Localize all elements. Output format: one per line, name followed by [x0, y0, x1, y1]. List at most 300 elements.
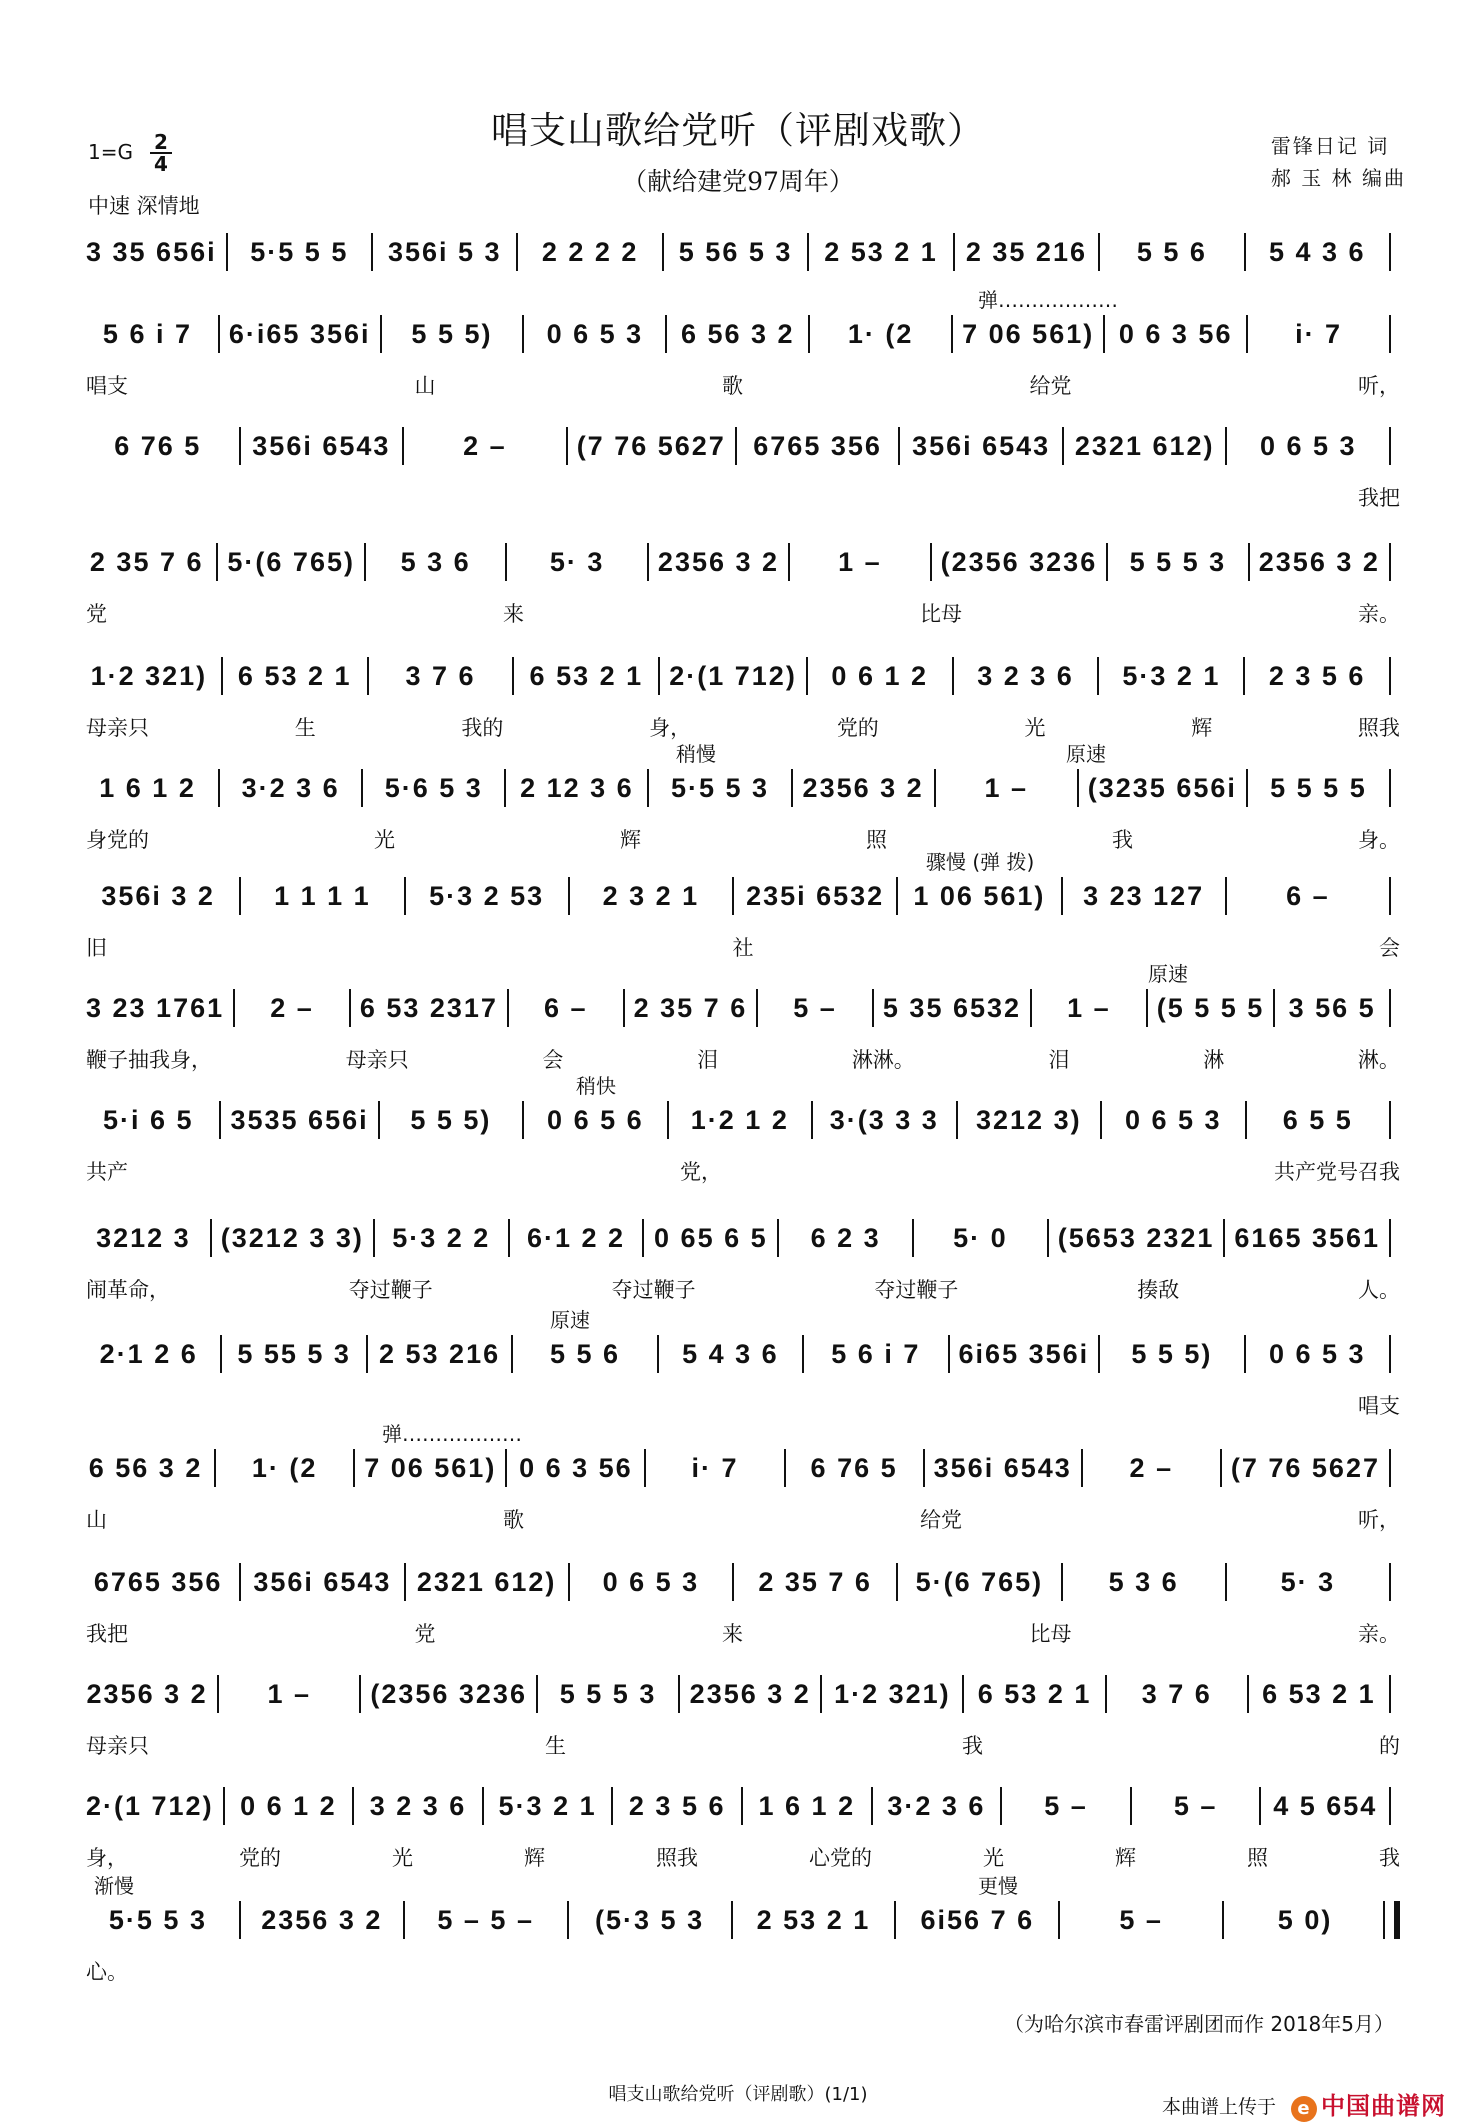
- measure: 1 6 1 2: [99, 772, 196, 803]
- lyric-word: 照: [1247, 1846, 1268, 1870]
- barline: [522, 1101, 524, 1139]
- barline: [951, 315, 953, 353]
- barline: [811, 1101, 813, 1139]
- barline: [756, 989, 758, 1027]
- measure: 356i 6543: [933, 1452, 1072, 1483]
- measure: 5 – 5 –: [437, 1904, 534, 1935]
- measure: 5 5 5): [1131, 1338, 1213, 1369]
- barline: [735, 427, 737, 465]
- barline: [217, 1675, 219, 1713]
- measure: 3212 3: [96, 1222, 191, 1253]
- performance-marking: 渐慢: [94, 1874, 134, 1898]
- measure: 0 6 5 3: [1268, 1338, 1366, 1369]
- measure: 2356 3 2: [261, 1904, 383, 1935]
- barline: [1061, 1563, 1063, 1601]
- barline: [567, 1901, 569, 1939]
- barline: [210, 1219, 212, 1257]
- lyric-word: 闹革命，: [86, 1278, 170, 1302]
- measure: 5·5 5 5: [250, 236, 349, 267]
- barline: [678, 1675, 680, 1713]
- lyricist-credit: 雷锋日记 词: [1270, 134, 1390, 158]
- barline: [352, 1787, 354, 1825]
- barline: [233, 989, 235, 1027]
- measure: 0 6 5 3: [1259, 430, 1357, 461]
- barline: [808, 315, 810, 353]
- barline: [1259, 1787, 1261, 1825]
- barline: [1100, 1101, 1102, 1139]
- measure: 5·6 5 3: [384, 772, 483, 803]
- barline: [220, 1335, 222, 1373]
- measure: 1· (2: [251, 1452, 318, 1483]
- barline: [1098, 1335, 1100, 1373]
- measure: 6765 356: [93, 1566, 223, 1597]
- performance-marking: 原速: [1066, 742, 1106, 766]
- lyric-word: 亲。: [1358, 1622, 1400, 1646]
- measure: 5 3 6: [1108, 1566, 1179, 1597]
- barline: [402, 427, 404, 465]
- barline: [511, 1335, 513, 1373]
- barline: [218, 315, 220, 353]
- measure: 2 3 2 1: [602, 880, 700, 911]
- measure: 2 3 5 6: [628, 1790, 726, 1821]
- barline: [1081, 1449, 1083, 1487]
- notation-line: [86, 314, 1400, 354]
- measure: 5 –: [1173, 1790, 1218, 1821]
- measure: 0 6 1 2: [831, 660, 928, 691]
- lyric-word: 照我: [1357, 716, 1400, 740]
- lyric-word: 共产党号召我: [1274, 1160, 1400, 1184]
- measure: 5 –: [793, 992, 837, 1023]
- barline: [912, 1219, 914, 1257]
- lyric-word: 山: [86, 1508, 107, 1532]
- measure: 6 53 2 1: [529, 660, 644, 691]
- measure: 3·2 3 6: [241, 772, 340, 803]
- measure: 1 6 1 2: [758, 1790, 856, 1821]
- measure: 2 53 2 1: [824, 236, 938, 267]
- barline: [505, 1449, 507, 1487]
- barline: [239, 1563, 241, 1601]
- lyric-word: 光: [983, 1846, 1004, 1870]
- lyric-word: 揍敌: [1137, 1278, 1180, 1302]
- barline: [367, 657, 369, 695]
- barline: [806, 657, 808, 695]
- lyrics-line: [86, 1274, 1400, 1304]
- measure: 2 35 216: [965, 236, 1087, 267]
- final-barline: [1383, 1901, 1400, 1939]
- barline: [239, 427, 241, 465]
- barline: [568, 877, 570, 915]
- measure: 6 76 5: [810, 1452, 898, 1483]
- measure: 5 0): [1277, 1904, 1333, 1935]
- barline: [1030, 989, 1032, 1027]
- barline: [644, 1449, 646, 1487]
- barline: [948, 1335, 950, 1373]
- measure: 5·3 2 2: [392, 1222, 491, 1253]
- upload-note: 本曲谱上传于: [1161, 2096, 1276, 2118]
- lyrics-line: [86, 1730, 1400, 1760]
- measure: 5 6 i 7: [831, 1338, 921, 1369]
- barline: [820, 1675, 822, 1713]
- lyric-word: 我把: [86, 1622, 128, 1646]
- lyric-word: 共产: [86, 1160, 128, 1184]
- lyric-word: 给党: [1029, 374, 1072, 398]
- measure: 5·3 2 53: [429, 880, 545, 911]
- barline: [731, 1901, 733, 1939]
- site-logo-badge: e: [1291, 2096, 1317, 2122]
- barline: [1389, 877, 1391, 915]
- barline: [1244, 233, 1246, 271]
- barline: [508, 1219, 510, 1257]
- lyrics-line: [86, 598, 1400, 628]
- lyric-word: 党的: [239, 1846, 281, 1870]
- barline: [568, 1563, 570, 1601]
- measure: (5·3 5 3: [595, 1904, 705, 1935]
- barline: [894, 1901, 896, 1939]
- lyrics-line: [86, 712, 1400, 742]
- barline: [1389, 427, 1391, 465]
- measure: (7 76 5627: [1230, 1452, 1380, 1483]
- lyric-word: 辉: [620, 828, 641, 852]
- measure: 6 5 5: [1282, 1104, 1353, 1135]
- lyric-word: 亲。: [1358, 602, 1400, 626]
- barline: [741, 1787, 743, 1825]
- barline: [962, 1675, 964, 1713]
- measure: 1 1 1 1: [274, 880, 371, 911]
- lyrics-line: [86, 482, 1400, 512]
- measure: 5 3 6: [400, 546, 471, 577]
- lyric-word: 身，: [649, 716, 692, 740]
- barline: [219, 1101, 221, 1139]
- barline: [373, 1219, 375, 1257]
- measure: 5 5 5): [411, 318, 493, 349]
- barline: [898, 427, 900, 465]
- measure: 2 53 2 1: [756, 1904, 871, 1935]
- lyric-word: 我: [1379, 1846, 1400, 1870]
- measure: 2 –: [463, 430, 507, 461]
- lyrics-line: [86, 1044, 1400, 1074]
- barline: [1098, 233, 1100, 271]
- measure: i· 7: [1295, 318, 1343, 349]
- barline: [221, 657, 223, 695]
- measure: 6 53 2 1: [237, 660, 352, 691]
- measure: (7 76 5627: [576, 430, 726, 461]
- barline: [214, 1449, 216, 1487]
- measure: 6 –: [544, 992, 588, 1023]
- lyric-word: 听，: [1358, 374, 1400, 398]
- lyric-word: 照: [866, 828, 887, 852]
- performance-marking: 骤慢 (弹 拨): [926, 850, 1035, 874]
- barline: [1389, 233, 1391, 271]
- lyric-word: 给党: [920, 1508, 962, 1532]
- barline: [1389, 1449, 1391, 1487]
- measure: 3 23 127: [1083, 880, 1205, 911]
- lyric-word: 我: [1112, 828, 1133, 852]
- barline: [239, 1901, 241, 1939]
- measure: 0 65 6 5: [654, 1222, 768, 1253]
- lyrics-line: [86, 1956, 1400, 1986]
- measure: 1 –: [267, 1678, 312, 1709]
- lyrics-line: [86, 1156, 1400, 1186]
- barline: [218, 769, 220, 807]
- lyric-word: 淋: [1203, 1048, 1225, 1072]
- barline: [349, 989, 351, 1027]
- lyric-word: 党: [86, 602, 107, 626]
- barline: [1243, 657, 1245, 695]
- barline: [1389, 315, 1391, 353]
- barline: [657, 1335, 659, 1373]
- measure: 0 6 5 6: [547, 1104, 644, 1135]
- lyric-word: 来: [503, 602, 524, 626]
- lyrics-line: [86, 1842, 1400, 1872]
- lyric-word: 会: [542, 1048, 564, 1072]
- barline: [1246, 769, 1248, 807]
- composer-credit: 郝 玉 林 编曲: [1270, 166, 1406, 190]
- measure: 2·1 2 6: [99, 1338, 198, 1369]
- measure: 2 2 2 2: [541, 236, 639, 267]
- lyric-word: 母亲只: [86, 1734, 149, 1758]
- barline: [1146, 989, 1148, 1027]
- measure: 3 23 1761: [86, 992, 225, 1023]
- barline: [1389, 1219, 1391, 1257]
- measure: 6i65 356i: [958, 1338, 1090, 1369]
- barline: [923, 1449, 925, 1487]
- measure: 6·i65 356i: [228, 318, 371, 349]
- performance-marking: 稍快: [576, 1074, 616, 1098]
- song-title: 唱支山歌给党听（评剧戏歌）: [491, 109, 985, 152]
- barline: [952, 657, 954, 695]
- lyric-word: 来: [722, 1622, 743, 1646]
- notation-line: [86, 232, 1400, 272]
- barline: [1103, 315, 1105, 353]
- measure: 3 56 5: [1288, 992, 1376, 1023]
- performance-marking: 弹………………: [978, 288, 1118, 312]
- measure: (2356 3236: [940, 546, 1098, 577]
- measure: (3212 3 3): [220, 1222, 364, 1253]
- measure: 2356 3 2: [1258, 546, 1380, 577]
- lyric-word: 夺过鞭子: [348, 1278, 433, 1302]
- measure: 3 2 3 6: [977, 660, 1074, 691]
- barline: [1130, 1787, 1132, 1825]
- barline: [732, 877, 734, 915]
- measure: 1 –: [838, 546, 882, 577]
- barline: [404, 877, 406, 915]
- lyrics-line: [86, 370, 1400, 400]
- site-logo: [1291, 2086, 1446, 2122]
- measure: 1·2 321): [834, 1678, 951, 1709]
- barline: [507, 989, 509, 1027]
- lyric-word: 党: [414, 1622, 436, 1646]
- notation-line: [86, 656, 1400, 696]
- barline: [522, 315, 524, 353]
- song-subtitle: （献给建党97周年）: [622, 167, 854, 196]
- measure: 2 3 5 6: [1268, 660, 1366, 691]
- lyric-word: 淋淋。: [851, 1048, 915, 1072]
- measure: 5·(6 765): [915, 1566, 1044, 1597]
- barline: [1245, 1101, 1247, 1139]
- measure: 5·3 2 1: [1122, 660, 1221, 691]
- notation-line: [86, 1900, 1400, 1940]
- barline: [1223, 1219, 1225, 1257]
- lyric-word: 社: [732, 936, 754, 960]
- barline: [1225, 877, 1227, 915]
- barline: [1077, 769, 1079, 807]
- barline: [536, 1675, 538, 1713]
- barline: [802, 1335, 804, 1373]
- lyric-word: 泪: [697, 1048, 719, 1072]
- barline: [361, 769, 363, 807]
- barline: [1225, 427, 1227, 465]
- notation-line: [86, 1218, 1400, 1258]
- barline: [1389, 769, 1391, 807]
- measure: 6 53 2 1: [977, 1678, 1092, 1709]
- lyrics-line: [86, 1504, 1400, 1534]
- lyric-word: 辉: [1115, 1846, 1136, 1870]
- barline: [1389, 543, 1391, 581]
- barline: [896, 877, 898, 915]
- lyric-word: 会: [1379, 936, 1400, 960]
- barline: [623, 989, 625, 1027]
- lyrics-line: [86, 824, 1400, 854]
- measure: 6 53 2 1: [1262, 1678, 1376, 1709]
- lyric-word: 比母: [920, 602, 962, 626]
- notation-line: [86, 876, 1400, 916]
- measure: 0 6 5 3: [602, 1566, 700, 1597]
- notation-line: [86, 768, 1400, 808]
- barline: [732, 1563, 734, 1601]
- measure: 7 06 561): [962, 318, 1095, 349]
- performance-marking: 稍慢: [676, 742, 716, 766]
- notation-line: [86, 1448, 1400, 1488]
- dedication-note: （为哈尔滨市春雷评剧团而作 2018年5月）: [1004, 2012, 1394, 2036]
- time-signature: [150, 132, 172, 174]
- lyrics-line: [86, 1390, 1400, 1420]
- barline: [216, 543, 218, 581]
- barline: [1389, 1101, 1391, 1139]
- measure: 6i56 7 6: [920, 1904, 1035, 1935]
- barline: [872, 989, 874, 1027]
- measure: 6 76 5: [114, 430, 202, 461]
- lyric-word: 生: [545, 1734, 566, 1758]
- barline: [665, 315, 667, 353]
- tempo-marking: 中速 深情地: [88, 194, 200, 218]
- barline: [239, 877, 241, 915]
- barline: [647, 543, 649, 581]
- measure: 1 –: [1067, 992, 1111, 1023]
- measure: 2 53 216: [379, 1338, 501, 1369]
- lyric-word: 心党的: [809, 1846, 872, 1870]
- credits: [1271, 130, 1406, 194]
- measure: 3535 656i: [230, 1104, 369, 1135]
- measure: 6165 3561: [1234, 1222, 1381, 1253]
- lyric-word: 生: [294, 716, 316, 740]
- notation-line: [86, 426, 1400, 466]
- measure: 2356 3 2: [689, 1678, 811, 1709]
- barline: [658, 657, 660, 695]
- measure: 356i 6543: [253, 1566, 392, 1597]
- barline: [1225, 1563, 1227, 1601]
- lyric-word: 的: [1379, 1734, 1400, 1758]
- measure: 2·(1 712): [669, 660, 797, 691]
- barline: [788, 543, 790, 581]
- barline: [1105, 1675, 1107, 1713]
- lyric-word: 辉: [1191, 716, 1213, 740]
- barline: [642, 1219, 644, 1257]
- barline: [953, 233, 955, 271]
- barline: [1389, 1787, 1391, 1825]
- measure: 1 06 561): [913, 880, 1046, 911]
- barline: [934, 769, 936, 807]
- measure: 2321 612): [416, 1566, 557, 1597]
- measure: 5 4 3 6: [682, 1338, 779, 1369]
- performance-marking: 弹………………: [382, 1422, 522, 1446]
- measure: 5 5 6: [1136, 236, 1207, 267]
- lyric-word: 山: [414, 374, 436, 398]
- measure: 2 35 7 6: [758, 1566, 872, 1597]
- measure: 5·5 5 3: [108, 1904, 207, 1935]
- notation-line: [86, 1100, 1400, 1140]
- measure: 2 35 7 6: [633, 992, 748, 1023]
- measure: 5 6 i 7: [102, 318, 192, 349]
- measure: 2356 3 2: [657, 546, 780, 577]
- measure: 0 6 5 3: [1124, 1104, 1222, 1135]
- lyric-word: 我的: [461, 716, 504, 740]
- barline: [371, 233, 373, 271]
- performance-marking: 原速: [1148, 962, 1188, 986]
- measure: 2 –: [270, 992, 314, 1023]
- barline: [1244, 1335, 1246, 1373]
- lyric-word: 夺过鞭子: [611, 1278, 696, 1302]
- key-signature: 1=G: [88, 140, 133, 164]
- measure: 5 5 5 5: [1270, 772, 1367, 803]
- measure: 2·(1 712): [86, 1790, 214, 1821]
- lyric-word: 辉: [524, 1846, 545, 1870]
- measure: 3 35 656i: [86, 236, 217, 267]
- barline: [662, 233, 664, 271]
- measure: 1· (2: [847, 318, 914, 349]
- lyric-word: 听，: [1358, 1508, 1400, 1532]
- measure: 3212 3): [976, 1104, 1082, 1135]
- lyric-word: 泪: [1048, 1048, 1070, 1072]
- lyric-word: 母亲只: [345, 1048, 409, 1072]
- barline: [1061, 877, 1063, 915]
- measure: 0 6 3 56: [519, 1452, 633, 1483]
- measure: 5 5 5): [410, 1104, 492, 1135]
- measure: 5 –: [1119, 1904, 1163, 1935]
- lyric-word: 我把: [1358, 486, 1400, 510]
- barline: [791, 769, 793, 807]
- measure: 5 55 5 3: [237, 1338, 351, 1369]
- measure: 5 35 6532: [882, 992, 1022, 1023]
- lyric-word: 母亲只: [86, 716, 149, 740]
- barline: [380, 315, 382, 353]
- measure: i· 7: [691, 1452, 739, 1483]
- barline: [611, 1787, 613, 1825]
- barline: [505, 543, 507, 581]
- measure: 235i 6532: [746, 880, 885, 911]
- lyric-word: 照我: [656, 1846, 698, 1870]
- measure: 3 7 6: [405, 660, 476, 691]
- measure: 3 7 6: [1141, 1678, 1212, 1709]
- measure: 0 6 5 3: [546, 318, 644, 349]
- measure: 5 5 6: [549, 1338, 620, 1369]
- barline: [482, 1787, 484, 1825]
- barline: [512, 657, 514, 695]
- lyric-word: 淋。: [1357, 1048, 1400, 1072]
- lyric-word: 身，: [86, 1846, 128, 1870]
- measure: 1 –: [984, 772, 1028, 803]
- measure: 356i 6543: [252, 430, 391, 461]
- lyrics-line: [86, 1618, 1400, 1648]
